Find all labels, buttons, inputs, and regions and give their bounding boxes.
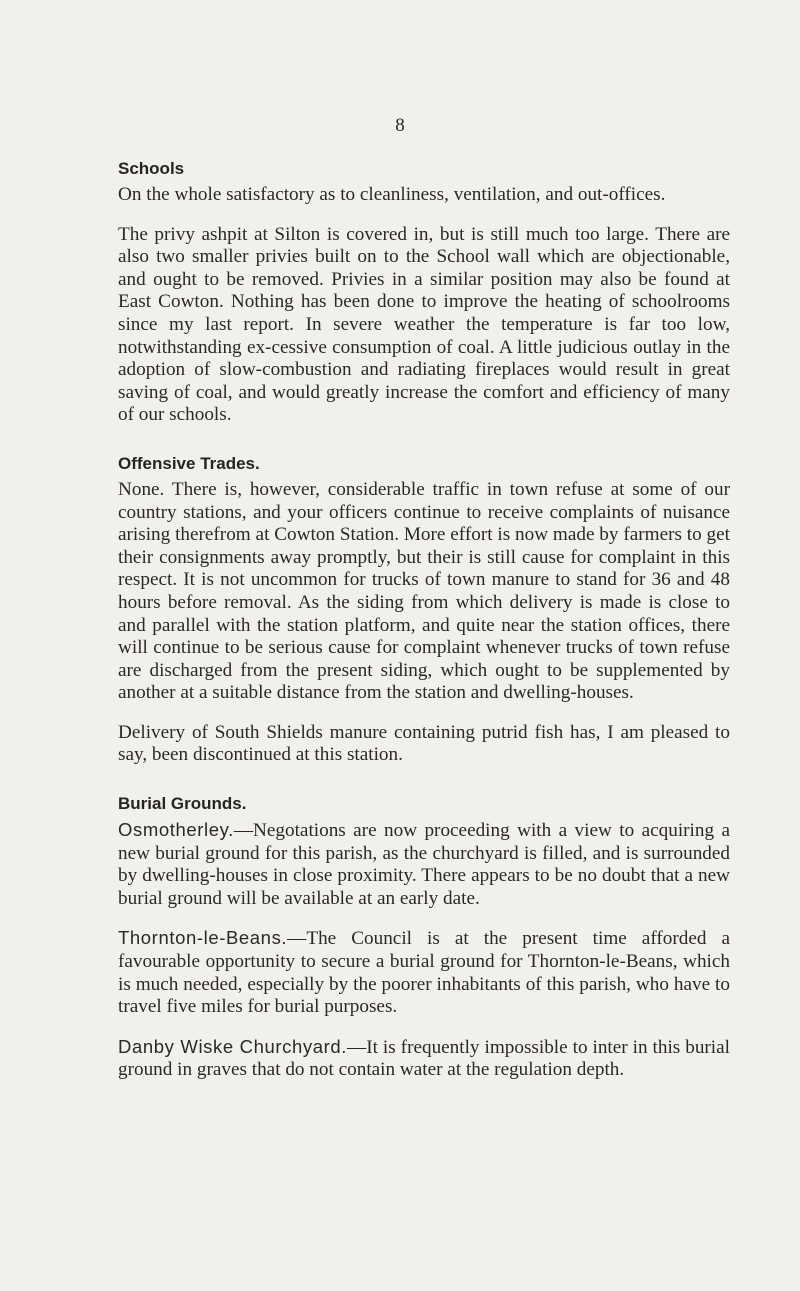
page-number: 8: [395, 115, 405, 136]
burial-entry-text: —It is frequently impossible to inter in this burial ground in graves that do not contain water at the regulation depth.: [118, 1036, 730, 1081]
burial-entry-place: Thornton-le-Beans.: [118, 927, 288, 949]
section-offensive-trades: [118, 453, 730, 767]
offensive-trades-paragraph-2: Delivery of South Shields manure containing putrid fish has, I am pleased to say, been discontinued at this station.: [118, 721, 730, 766]
burial-grounds-heading: Burial Grounds.: [118, 794, 247, 814]
schools-heading: Schools: [118, 159, 185, 178]
offensive-trades-heading: Offensive Trades.: [118, 453, 260, 473]
burial-entry-place: Osmotherley.: [118, 819, 234, 841]
burial-entry-thornton-le-beans: [118, 927, 730, 1018]
schools-paragraph-2: The privy ashpit at Silton is covered in, but is still much too large. There are also two smaller privies built on to the School wall which are objectionable, and ought to be removed. Privies in a similar position may also be found at East Cowton. Nothing has been done to improve the heating of schoolrooms since my last report. In severe weather the temperature is far too low, notwithstanding ex-cessive consumption of coal. A little judicious outlay in the adoption of slow-combustion and radiating fireplaces would result in great saving of coal, and would greatly increase the comfort and efficiency of many of our schools.: [118, 223, 730, 426]
burial-entry-place: Danby Wiske Churchyard.: [118, 1035, 348, 1057]
page-content: [118, 158, 730, 1082]
burial-entry-text: —The Council is at the present time afforded a favourable opportunity to secure a burial ground for Thornton-le-Beans, which is much needed, especially by the poorer inhabitants of this parish, who have to travel five miles for burial purposes.: [118, 928, 730, 1018]
section-schools: [118, 158, 730, 427]
offensive-trades-paragraph-1: None. There is, however, considerable traffic in town refuse at some of our country stations, and your officers continue to receive complaints of nuisance arising therefrom at Cowton Station. More effort is now made by farmers to get their consignments away promptly, but their is still cause for complaint in this respect. It is not uncommon for trucks of town manure to stand for 36 and 48 hours before removal. As the siding from which delivery is made is close to and parallel with the station platform, and quite near the station offices, there will continue to be serious cause for complaint whenever trucks of town refuse are discharged from the present siding, which ought to be supplemented by another at a suitable distance from the station and dwelling-houses.: [118, 478, 730, 704]
section-burial-grounds: [118, 793, 730, 1082]
burial-entry-danby-wiske: [118, 1036, 730, 1082]
burial-entry-osmotherley: [118, 819, 730, 910]
schools-paragraph-1: On the whole satisfactory as to cleanliness, ventilation, and out-offices.: [118, 184, 666, 205]
burial-entry-text: —Negotations are now proceeding with a view to acquiring a new burial ground for this parish, as the churchyard is filled, and is surrounded by dwelling-houses in close proximity. There appears to be no doubt that a new burial ground will be available at an early date.: [118, 820, 730, 909]
